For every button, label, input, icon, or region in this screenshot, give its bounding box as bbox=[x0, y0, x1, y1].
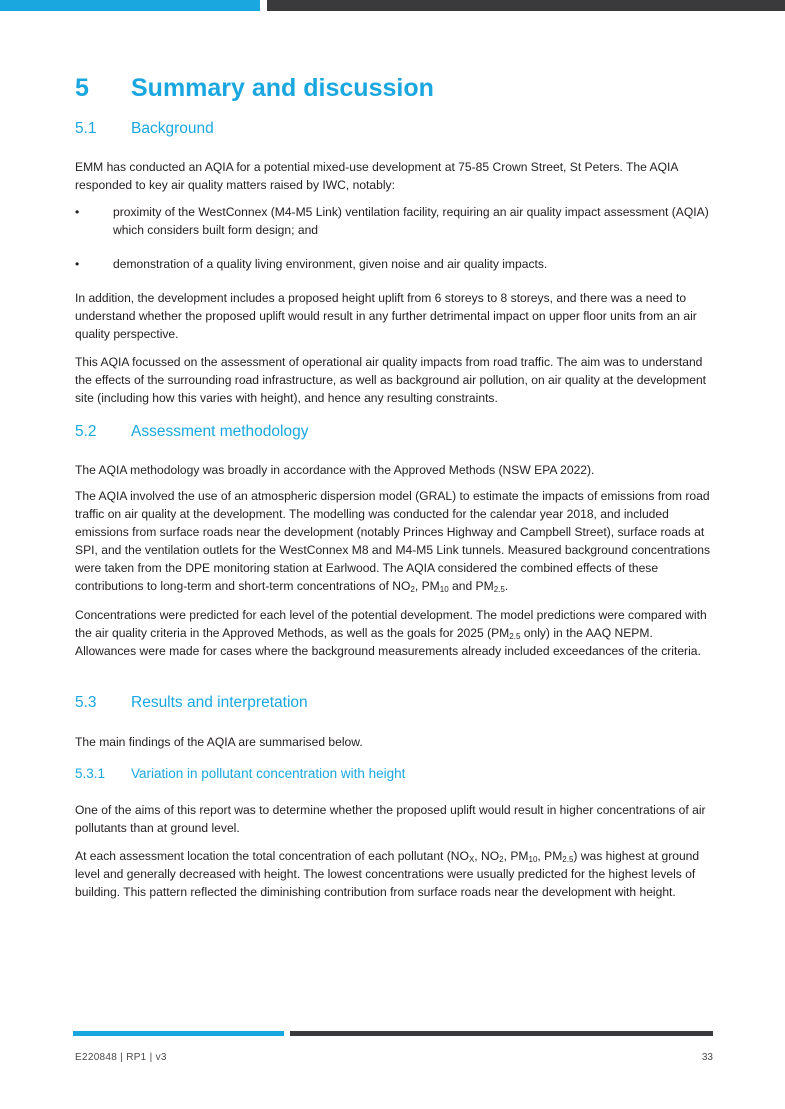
methodology-paragraph-1: The AQIA methodology was broadly in accordance with the Approved Methods (NSW EPA 2022). bbox=[75, 463, 595, 477]
section-title: Assessment methodology bbox=[131, 423, 309, 440]
text-run: and PM bbox=[448, 579, 494, 593]
footer-dark-bar bbox=[290, 1031, 713, 1036]
chapter-heading bbox=[75, 74, 434, 103]
bullet-text: demonstration of a quality living environment, given noise and air quality impacts. bbox=[113, 257, 548, 271]
results-paragraph-1: The main findings of the AQIA are summarised below. bbox=[75, 735, 363, 749]
background-paragraph-1: EMM has conducted an AQIA for a potential mixed-use development at 75-85 Crown Street, St Peters. The AQIA responded to key air quality matters raised by IWC, notably: bbox=[75, 160, 678, 192]
section-heading-results bbox=[75, 694, 308, 712]
section-number: 5.1 bbox=[75, 120, 97, 137]
section-title: Results and interpretation bbox=[131, 694, 308, 711]
variation-paragraph-2 bbox=[75, 847, 713, 901]
section-title: Background bbox=[131, 120, 214, 137]
methodology-paragraph-2 bbox=[75, 487, 713, 595]
bullet-text: proximity of the WestConnex (M4-M5 Link) ventilation facility, requiring an air quality impact assessment (AQIA) which considers built form design; and bbox=[113, 205, 709, 237]
header-dark-bar bbox=[267, 0, 785, 11]
chapter-title: Summary and discussion bbox=[131, 74, 434, 102]
subsection-number: 5.3.1 bbox=[75, 766, 106, 781]
subscript: 10 bbox=[528, 855, 538, 864]
variation-paragraph-1: One of the aims of this report was to determine whether the proposed uplift would result in higher concentrations of air pollutants than at ground level. bbox=[75, 803, 706, 835]
footer-page-number: 33 bbox=[701, 1052, 713, 1063]
text-run: , PM bbox=[414, 579, 440, 593]
footer-accent-bar bbox=[73, 1031, 284, 1036]
section-number: 5.2 bbox=[75, 423, 97, 440]
text-run: At each assessment location the total concentration of each pollutant (NO bbox=[75, 849, 469, 863]
text-run: Concentrations were predicted for each level of the potential development. The model predictions were compared with the air quality criteria in the Approved Methods, as well as the goals for 2025 (PM bbox=[75, 608, 707, 640]
subscript: 2.5 bbox=[493, 585, 505, 594]
background-paragraph-2: In addition, the development includes a proposed height uplift from 6 storeys to 8 storeys, and there was a need to understand whether the proposed uplift would result in any further detrimental impact on upper floor units from an air quality perspective. bbox=[75, 291, 697, 341]
bullet-marker: • bbox=[75, 205, 80, 219]
section-number: 5.3 bbox=[75, 694, 97, 711]
section-heading-methodology bbox=[75, 423, 308, 441]
text-run: The AQIA involved the use of an atmospheric dispersion model (GRAL) to estimate the impacts of emissions from road traffic on air quality at the development. The modelling was conducted for the calendar year 2018, and included emissions from surface roads near the development (notably Princes Highway and Campbell Street), surface roads at SPI, and the ventilation outlets for the WestConnex M8 and M4-M5 Link tunnels. Measured background concentrations were taken from the DPE monitoring station at Earlwood. The AQIA considered the combined effects of these contributions to long-term and short-term concentrations of NO bbox=[75, 489, 711, 593]
text-run: only) in the AAQ NEPM. Allowances were made for cases where the background measurements already included exceedances of the criteria. bbox=[75, 626, 701, 658]
subscript: 2 bbox=[499, 855, 504, 864]
section-heading-background bbox=[75, 120, 214, 138]
subscript: 2 bbox=[410, 585, 415, 594]
header-accent-bar bbox=[0, 0, 260, 11]
text-run: , PM bbox=[503, 849, 529, 863]
subsection-title: Variation in pollutant concentration with height bbox=[131, 766, 406, 781]
subscript: 2.5 bbox=[562, 855, 574, 864]
text-run: , NO bbox=[474, 849, 500, 863]
subsection-heading-variation bbox=[75, 766, 405, 781]
background-paragraph-3: This AQIA focussed on the assessment of operational air quality impacts from road traffic. The aim was to understand the effects of the surrounding road infrastructure, as well as background air pollution, on air quality at the development site (including how this varies with height), and hence any resulting constraints. bbox=[75, 355, 707, 405]
text-run: , PM bbox=[537, 849, 563, 863]
methodology-paragraph-3 bbox=[75, 606, 713, 660]
subscript: 10 bbox=[439, 585, 449, 594]
subscript: X bbox=[468, 855, 475, 864]
subscript: 2.5 bbox=[509, 632, 521, 641]
chapter-number: 5 bbox=[75, 74, 89, 102]
bullet-marker: • bbox=[75, 257, 80, 271]
footer-document-reference: E220848 | RP1 | v3 bbox=[75, 1052, 167, 1063]
text-run: . bbox=[504, 579, 509, 593]
text-run: ) was highest at ground level and generally decreased with height. The lowest concentrations were usually predicted for the highest levels of building. This pattern reflected the diminishing contribution from surface roads near the development with height. bbox=[75, 849, 700, 899]
